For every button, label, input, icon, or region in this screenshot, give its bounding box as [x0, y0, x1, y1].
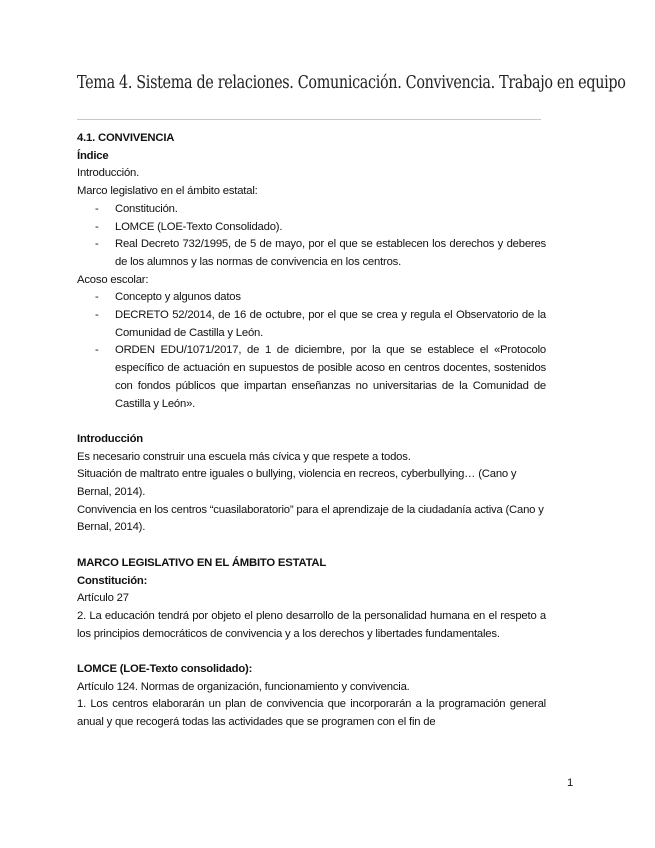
introduccion-heading: Introducción — [77, 432, 144, 445]
list-item: - LOMCE (LOE-Texto Consolidado). — [77, 219, 546, 237]
index-entry-acoso: Acoso escolar: — [77, 273, 149, 286]
marco-list — [77, 201, 546, 272]
introduccion-paragraph: Convivencia en los centros “cuasilaboratorio” para el aprendizaje de la ciudadanía activa (Cano y Bernal, 2014). — [77, 503, 544, 534]
list-item: - Constitución. — [77, 201, 546, 219]
page-number: 1 — [567, 777, 574, 789]
introduccion-paragraph: Es necesario construir una escuela más cívica y que respete a todos. — [77, 450, 411, 463]
list-item: - Concepto y algunos datos — [77, 289, 546, 307]
lomce-paragraph: 1. Los centros elaborarán un plan de convivencia que incorporarán a la programación general anual y que recogerá todas las actividades que se programen con el fin de — [77, 698, 546, 729]
acoso-list — [77, 289, 546, 413]
index-heading: Índice — [77, 149, 109, 162]
page-header-title: Tema 4. Sistema de relaciones. Comunicación. Convivencia. Trabajo en equipo — [77, 73, 626, 93]
list-item: - Real Decreto 732/1995, de 5 de mayo, por el que se establecen los derechos y deberes de los alumnos y las normas de convivencia en los centros. — [77, 236, 546, 271]
lomce-heading: LOMCE (LOE-Texto consolidado): — [77, 663, 253, 676]
constitucion-heading: Constitución: — [77, 574, 148, 587]
articulo-27-label: Artículo 27 — [77, 592, 129, 605]
list-item: - DECRETO 52/2014, de 16 de octubre, por el que se crea y regula el Observatorio de la Comunidad de Castilla y León. — [77, 307, 546, 342]
section-heading: 4.1. CONVIVENCIA — [77, 132, 175, 144]
constitucion-paragraph: 2. La educación tendrá por objeto el pleno desarrollo de la personalidad humana en el respeto a los principios democráticos de convivencia y a los derechos y libertades fundamentales. — [77, 609, 546, 640]
articulo-124-label: Artículo 124. Normas de organización, funcionamiento y convivencia. — [77, 680, 410, 693]
index-entry-marco: Marco legislativo en el ámbito estatal: — [77, 185, 258, 198]
header-divider — [77, 119, 541, 120]
list-item: - ORDEN EDU/1071/2017, de 1 de diciembre, por la que se establece el «Protocolo específico de actuación en supuestos de posible acoso en centros docentes, sostenidos con fondos públicos que impartan enseñanzas no universitarias de la Comunidad de Castilla y León». — [77, 342, 546, 413]
introduccion-paragraph: Situación de maltrato entre iguales o bullying, violencia en recreos, cyberbullying… (Cano y Bernal, 2014). — [77, 468, 517, 499]
marco-heading: MARCO LEGISLATIVO EN EL ÁMBITO ESTATAL — [77, 556, 327, 569]
index-entry-introduccion: Introducción. — [77, 167, 140, 180]
document-body — [77, 130, 546, 732]
